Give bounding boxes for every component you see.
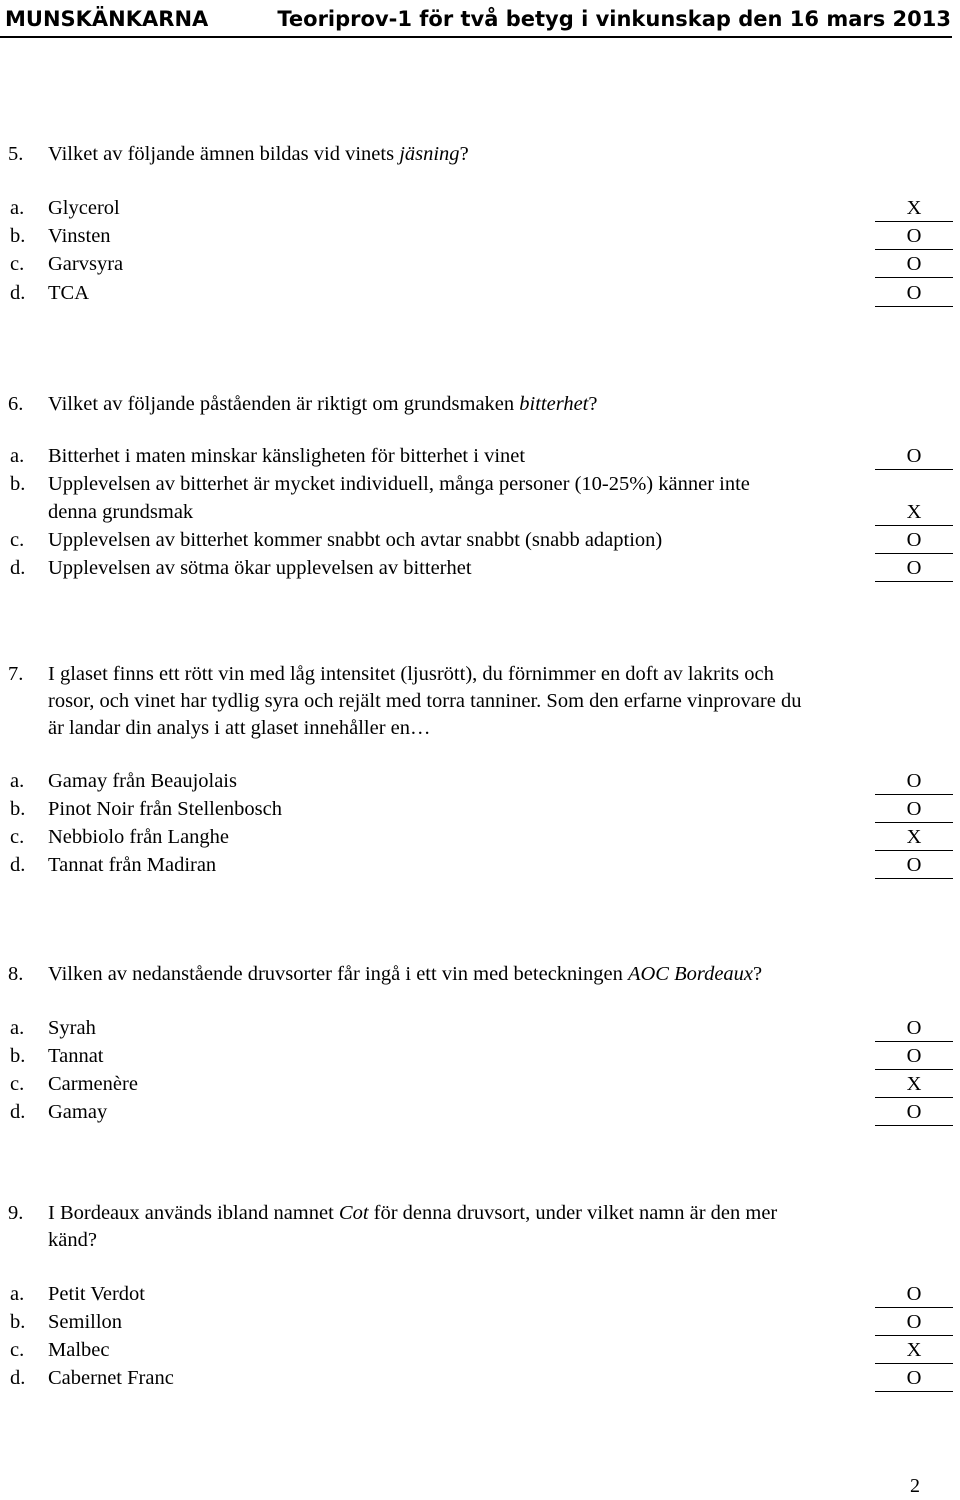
answer-mark[interactable]: O xyxy=(875,1042,953,1070)
answer-mark[interactable]: X xyxy=(875,823,953,851)
answer-mark[interactable]: X xyxy=(875,194,953,222)
option-8a[interactable]: a. Syrah O xyxy=(0,1014,960,1042)
answer-mark[interactable]: O xyxy=(875,1364,953,1392)
header-org: MUNSKÄNKARNA xyxy=(5,7,209,31)
question-number: 7. xyxy=(8,663,24,685)
question-text: Vilket av följande påståenden är riktigt om grundsmaken bitterhet? xyxy=(48,393,598,415)
question-number: 8. xyxy=(8,963,24,985)
option-7a[interactable]: a. Gamay från Beaujolais O xyxy=(0,767,960,795)
answer-mark[interactable]: O xyxy=(875,222,953,250)
option-6c[interactable]: c. Upplevelsen av bitterhet kommer snabbt och avtar snabbt (snabb adaption) O xyxy=(0,526,960,554)
option-5b[interactable]: b. Vinsten O xyxy=(0,222,960,250)
option-9c[interactable]: c. Malbec X xyxy=(0,1336,960,1364)
option-7b[interactable]: b. Pinot Noir från Stellenbosch O xyxy=(0,795,960,823)
header-title: Teoriprov-1 för två betyg i vinkunskap den 16 mars 2013 xyxy=(277,7,951,31)
option-8d[interactable]: d. Gamay O xyxy=(0,1098,960,1126)
question-text-line-1: I glaset finns ett rött vin med låg intensitet (ljusrött), du förnimmer en doft av lakrits och xyxy=(48,663,774,685)
option-6b-continued[interactable]: denna grundsmak X xyxy=(0,498,960,526)
question-number: 6. xyxy=(8,393,24,415)
answer-mark[interactable]: O xyxy=(875,851,953,879)
answer-mark[interactable]: O xyxy=(875,554,953,582)
option-9d[interactable]: d. Cabernet Franc O xyxy=(0,1364,960,1392)
option-5a[interactable]: a. Glycerol X xyxy=(0,194,960,222)
option-8b[interactable]: b. Tannat O xyxy=(0,1042,960,1070)
answer-mark[interactable]: O xyxy=(875,1098,953,1126)
answer-mark[interactable]: O xyxy=(875,250,953,278)
answer-mark[interactable]: X xyxy=(875,1070,953,1098)
option-6a[interactable]: a. Bitterhet i maten minskar känsligheten för bitterhet i vinet O xyxy=(0,442,960,470)
answer-mark[interactable]: O xyxy=(875,1014,953,1042)
answer-mark[interactable]: X xyxy=(875,498,953,526)
option-6d[interactable]: d. Upplevelsen av sötma ökar upplevelsen av bitterhet O xyxy=(0,554,960,582)
question-text: Vilket av följande ämnen bildas vid vinets jäsning? xyxy=(48,143,469,165)
answer-mark[interactable]: X xyxy=(875,1336,953,1364)
header-rule xyxy=(0,36,952,38)
question-text-line-1: I Bordeaux används ibland namnet Cot för denna druvsort, under vilket namn är den mer xyxy=(48,1202,778,1224)
option-5d[interactable]: d. TCA O xyxy=(0,279,960,307)
answer-mark[interactable]: O xyxy=(875,526,953,554)
option-8c[interactable]: c. Carmenère X xyxy=(0,1070,960,1098)
answer-mark[interactable]: O xyxy=(875,1308,953,1336)
option-7d[interactable]: d. Tannat från Madiran O xyxy=(0,851,960,879)
answer-mark[interactable]: O xyxy=(875,279,953,307)
question-text: Vilken av nedanstående druvsorter får ingå i ett vin med beteckningen AOC Bordeaux? xyxy=(48,963,763,985)
question-number: 5. xyxy=(8,143,24,165)
answer-mark[interactable]: O xyxy=(875,1280,953,1308)
page-number: 2 xyxy=(910,1475,920,1497)
answer-mark[interactable]: O xyxy=(875,442,953,470)
question-number: 9. xyxy=(8,1202,24,1224)
option-9b[interactable]: b. Semillon O xyxy=(0,1308,960,1336)
answer-mark[interactable]: O xyxy=(875,795,953,823)
page-header xyxy=(5,4,951,32)
option-9a[interactable]: a. Petit Verdot O xyxy=(0,1280,960,1308)
option-5c[interactable]: c. Garvsyra O xyxy=(0,250,960,278)
option-6b[interactable]: b. Upplevelsen av bitterhet är mycket individuell, många personer (10-25%) känner inte xyxy=(10,473,750,495)
answer-mark[interactable]: O xyxy=(875,767,953,795)
option-7c[interactable]: c. Nebbiolo från Langhe X xyxy=(0,823,960,851)
